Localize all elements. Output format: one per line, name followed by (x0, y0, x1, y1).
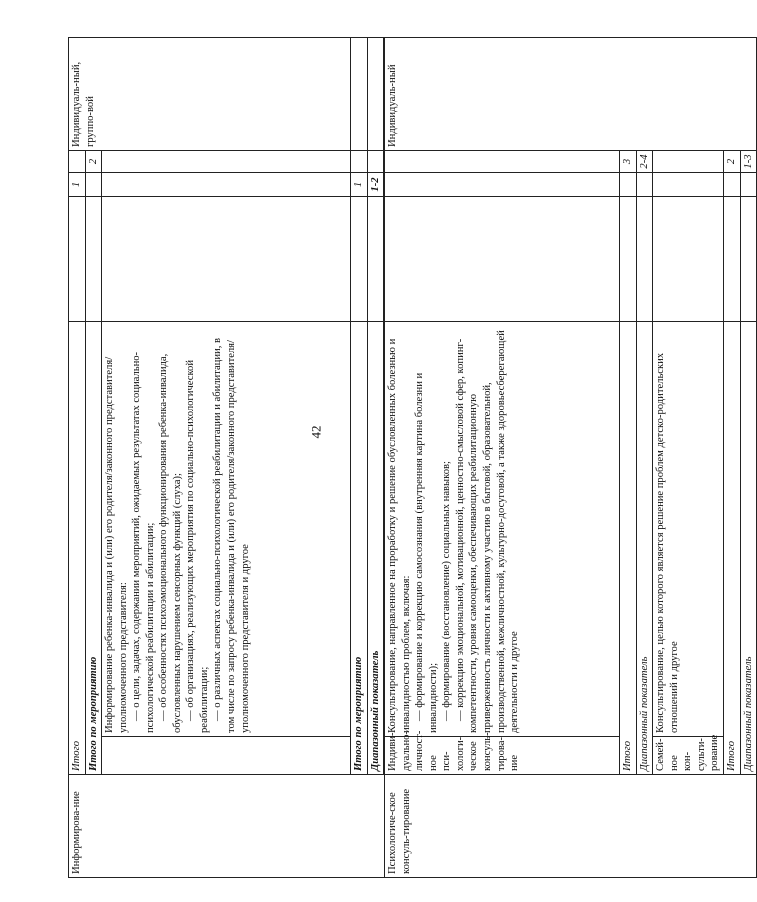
consult-total-value: 3 (622, 158, 634, 165)
empty-cell (102, 151, 351, 173)
consult-range-value: 2-4 (638, 154, 650, 169)
empty-cell (367, 197, 384, 322)
inform-name: Информирова-ние (71, 791, 82, 874)
empty-cell (367, 151, 384, 173)
empty-cell (620, 197, 637, 322)
consult-range2-value: 1-3 (742, 154, 754, 169)
table-row (69, 38, 86, 878)
consult-text-cell (385, 322, 620, 737)
rehabilitation-table (68, 37, 757, 878)
empty-cell (102, 737, 351, 775)
total1-value: 1 (71, 181, 82, 188)
consult-sub1-cell (385, 730, 620, 775)
consult-range-label-cell (636, 322, 653, 775)
rotated-table-container (68, 38, 754, 878)
consult-name: Психологиче-ское консуль-тирование (387, 788, 412, 874)
inform-intro: Информирование ребенка-инвалида и (или) его родителя/законного представителя/уполномоченного представителя: (104, 356, 129, 733)
consult-sub2-cell (653, 734, 724, 775)
consult-total-label-cell (620, 322, 637, 775)
total2-value-cell (351, 173, 368, 197)
events-total-label: Итого по мероприятию (87, 656, 99, 771)
empty-cell (69, 151, 86, 173)
consult-intro: Консультирование, направленное на проработку и решение обусловленных болезнью и инвалидностью проблем, включая: (387, 338, 412, 733)
consult-total-value-cell (620, 151, 637, 173)
range1-value: 1-2 (369, 177, 381, 192)
consult-item: — коррекцию эмоциональной, мотивационной, ценностно-смысловой сфер, копинг-компетентности, уровня самооценки, обеспечивающих реабилитационную приверженность личности к активному участию в бытовой, образовательной, производственной, межличностной, культурно-досуговой, а также здоровьесберегающей деятельности и другое (454, 330, 521, 733)
consult-range-label: Диапазонный показатель (638, 656, 650, 771)
empty-cell (653, 173, 724, 197)
consult-text2-cell (653, 322, 724, 737)
inform-text-cell (102, 322, 351, 737)
empty-cell (653, 197, 724, 322)
consult-item: — формирование и коррекцию самосознания (внутренняя картина болезни и инвалидности); (414, 372, 439, 733)
total2-value: 1 (353, 181, 365, 188)
table-row (102, 38, 351, 878)
empty-cell (653, 151, 724, 173)
events-total-value: 2 (87, 158, 99, 165)
empty-cell (620, 173, 637, 197)
consult-total2-value: 2 (726, 158, 738, 165)
consult-sub2: Семей-ное кон-сульти-рование (655, 734, 721, 771)
inform-item: — об особенностях психоэмоционального функционирования ребенка-инвалида, обусловленных нарушением сенсорных функций (слуха); (158, 353, 183, 733)
events-total-label-cell (85, 322, 102, 775)
consult-form: Индивидуаль-ный (387, 64, 399, 147)
consult-total-label: Итого (622, 740, 634, 771)
total1-label: Итого (71, 740, 82, 771)
consult-range2-label-cell (740, 322, 757, 775)
page-number: 42 (308, 425, 324, 439)
empty-cell (102, 197, 351, 322)
empty-cell (69, 197, 86, 322)
empty-cell (102, 173, 351, 197)
empty-cell (740, 173, 757, 197)
consult-total2-label-cell (724, 322, 741, 775)
table-row (724, 38, 741, 878)
total2-label: Итого по мероприятию (353, 656, 365, 771)
empty-cell (385, 151, 620, 173)
total1-value-cell (69, 173, 86, 197)
empty-cell (85, 197, 102, 322)
inform-item: — об организациях, реализующих мероприятия по социально-психологической реабилитации; (185, 359, 210, 733)
consult-form-cell (385, 38, 757, 151)
empty-cell (351, 38, 368, 151)
inform-item: — о цели, задачах, содержании мероприятий, ожидаемых результатах социально-психологической реабилитации и абилитации; (131, 351, 156, 733)
events-total-value-cell (85, 151, 102, 173)
table-row (653, 38, 724, 878)
table-row (367, 38, 384, 878)
empty-cell (351, 197, 368, 322)
inform-name-cell (69, 775, 385, 878)
empty-cell (385, 197, 620, 322)
total1-label-cell (69, 322, 86, 775)
table-row (351, 38, 368, 878)
empty-cell (351, 151, 368, 173)
empty-cell (724, 197, 741, 322)
table-row (620, 38, 637, 878)
empty-cell (636, 173, 653, 197)
consult-total2-value-cell (724, 151, 741, 173)
range1-value-cell (367, 173, 384, 197)
table-row (740, 38, 757, 878)
range1-label-cell (367, 322, 384, 775)
consult-name-cell (385, 775, 757, 878)
consult-text2: Консультирование, целью которого является решение проблем детско-родительских отношений и другое (655, 352, 680, 733)
consult-range-value-cell (636, 151, 653, 173)
empty-cell (85, 173, 102, 197)
inform-form-cell (69, 38, 351, 151)
inform-form: Индивидуаль-ный, группо-вой (71, 61, 96, 147)
consult-range2-value-cell (740, 151, 757, 173)
table-row (636, 38, 653, 878)
consult-range2-label: Диапазонный показатель (742, 656, 754, 771)
range1-label: Диапазонный показатель (369, 650, 381, 771)
empty-cell (740, 197, 757, 322)
consult-sub1: Индиви-дуально-личност-ное пси-хологи-ческое консуль-тирова-ние (387, 730, 521, 771)
empty-cell (636, 197, 653, 322)
table-row (85, 38, 102, 878)
empty-cell (367, 38, 384, 151)
table-row (385, 38, 620, 878)
empty-cell (385, 173, 620, 197)
inform-item: — о различных аспектах социально-психологической реабилитации и абилитации, в том числе по запросу ребенка-инвалида и (или) его родителя/законного представителя/уполномоченного представителя и другое (212, 338, 251, 733)
consult-item: — формирование (восстановление) социальных навыков; (441, 460, 453, 721)
empty-cell (724, 173, 741, 197)
total2-label-cell (351, 322, 368, 775)
consult-total2-label: Итого (726, 740, 738, 771)
